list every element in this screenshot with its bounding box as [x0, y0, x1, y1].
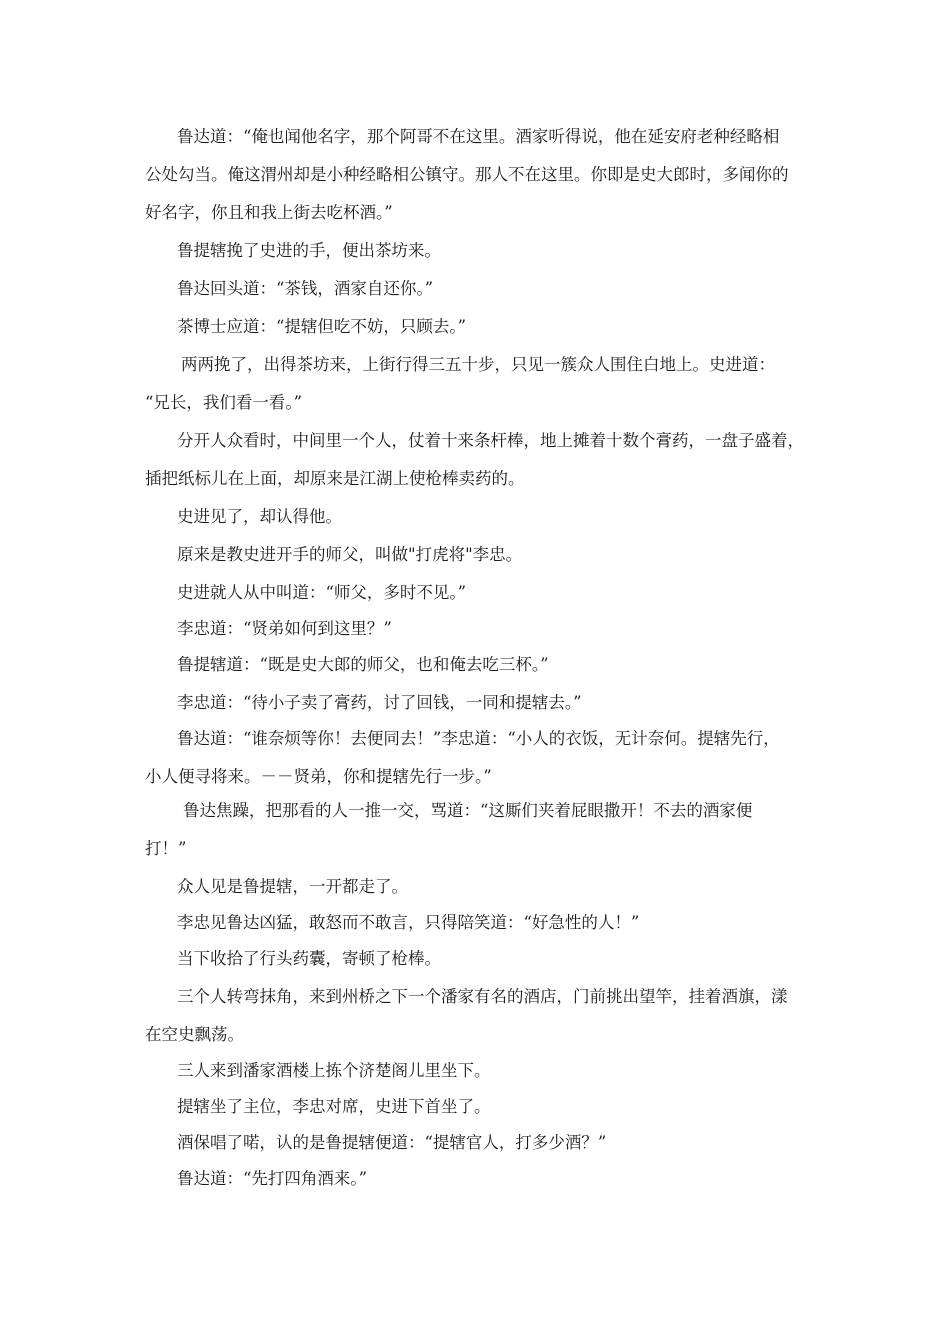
text-line: 鲁达焦躁，把那看的人一推一交，骂道：“这厮们夹着屁眼撒开！不去的酒家便 [183, 801, 753, 820]
paragraph [0, 904, 639, 942]
text-line: 李忠道：“贤弟如何到这里？” [177, 619, 392, 638]
paragraph [0, 646, 549, 684]
text-line: 分开人众看时，中间里一个人，仗着十来条杆棒，地上摊着十数个膏药，一盘子盛着， [177, 431, 804, 450]
text-line: 茶博士应道：“提辖但吃不妨，只顾去。” [177, 317, 467, 336]
text-line: 公处勾当。俺这渭州却是小种经略相公镇守。那人不在这里。你即是史大郎时，多闻你的 [145, 165, 789, 184]
text-line: 史进就人从中叫道：“师父，多时不见。” [177, 583, 467, 602]
paragraph [0, 868, 408, 906]
paragraph [0, 118, 789, 232]
text-line: 好名字，你且和我上街去吃杯酒。” [145, 203, 393, 222]
paragraph [0, 270, 433, 308]
text-line: 在空史飘荡。 [145, 1025, 244, 1044]
paragraph [0, 720, 780, 796]
text-line: 鲁提辖挽了史进的手，便出茶坊来。 [177, 241, 441, 260]
text-line: 打！” [145, 839, 187, 858]
text-line: 李忠见鲁达凶猛，敢怒而不敢言，只得陪笑道：“好急性的人！” [177, 913, 640, 932]
text-line: 鲁达道：“俺也闻他名字，那个阿哥不在这里。酒家听得说，他在延安府老种经略相 [177, 127, 780, 146]
paragraph [0, 978, 788, 1054]
text-line: 鲁提辖道：“既是史大郎的师父，也和俺去吃三杯。” [177, 655, 549, 674]
text-line: 三人来到潘家酒楼上拣个济楚阁儿里坐下。 [177, 1061, 491, 1080]
paragraph [0, 308, 466, 346]
paragraph [0, 574, 466, 612]
paragraph [0, 346, 775, 422]
paragraph [0, 684, 582, 722]
text-line: 酒保唱了喏，认的是鲁提辖便道：“提辖官人，打多少酒？” [177, 1133, 607, 1152]
paragraph [0, 1052, 491, 1090]
text-line: 鲁达道：“谁奈烦等你！去便同去！”李忠道：“小人的衣饭，无计奈何。提辖先行， [177, 729, 780, 748]
paragraph [0, 1088, 491, 1126]
text-line: 当下收拾了行头药囊，寄顿了枪棒。 [177, 949, 441, 968]
paragraph [0, 232, 441, 270]
text-line: 众人见是鲁提辖，一开都走了。 [177, 877, 408, 896]
text-line: 提辖坐了主位，李忠对席，史进下首坐了。 [177, 1097, 491, 1116]
text-line: 原来是教史进开手的师父，叫做"打虎将"李忠。 [177, 545, 523, 564]
text-line: 史进见了，却认得他。 [177, 507, 342, 526]
text-line: 鲁达道：“先打四角酒来。” [177, 1169, 368, 1188]
text-line: 李忠道：“待小子卖了膏药，讨了回钱，一同和提辖去。” [177, 693, 582, 712]
paragraph [0, 792, 752, 868]
paragraph [0, 1160, 367, 1198]
paragraph [0, 498, 342, 536]
paragraph [0, 536, 522, 574]
text-line: 鲁达回头道：“茶钱，酒家自还你。” [177, 279, 434, 298]
text-line: “兄长，我们看一看。” [145, 393, 303, 412]
text-line: 两两挽了，出得茶坊来，上街行得三五十步，只见一簇众人围住白地上。史进道： [181, 355, 775, 374]
paragraph [0, 1124, 606, 1162]
paragraph [0, 422, 804, 498]
text-line: 插把纸标儿在上面，却原来是江湖上使枪棒卖药的。 [145, 469, 525, 488]
paragraph [0, 940, 441, 978]
text-line: 小人便寻将来。－－贤弟，你和提辖先行一步。” [145, 767, 492, 786]
text-line: 三个人转弯抹角，来到州桥之下一个潘家有名的酒店，门前挑出望竿，挂着酒旗，漾 [177, 987, 788, 1006]
paragraph [0, 610, 392, 648]
